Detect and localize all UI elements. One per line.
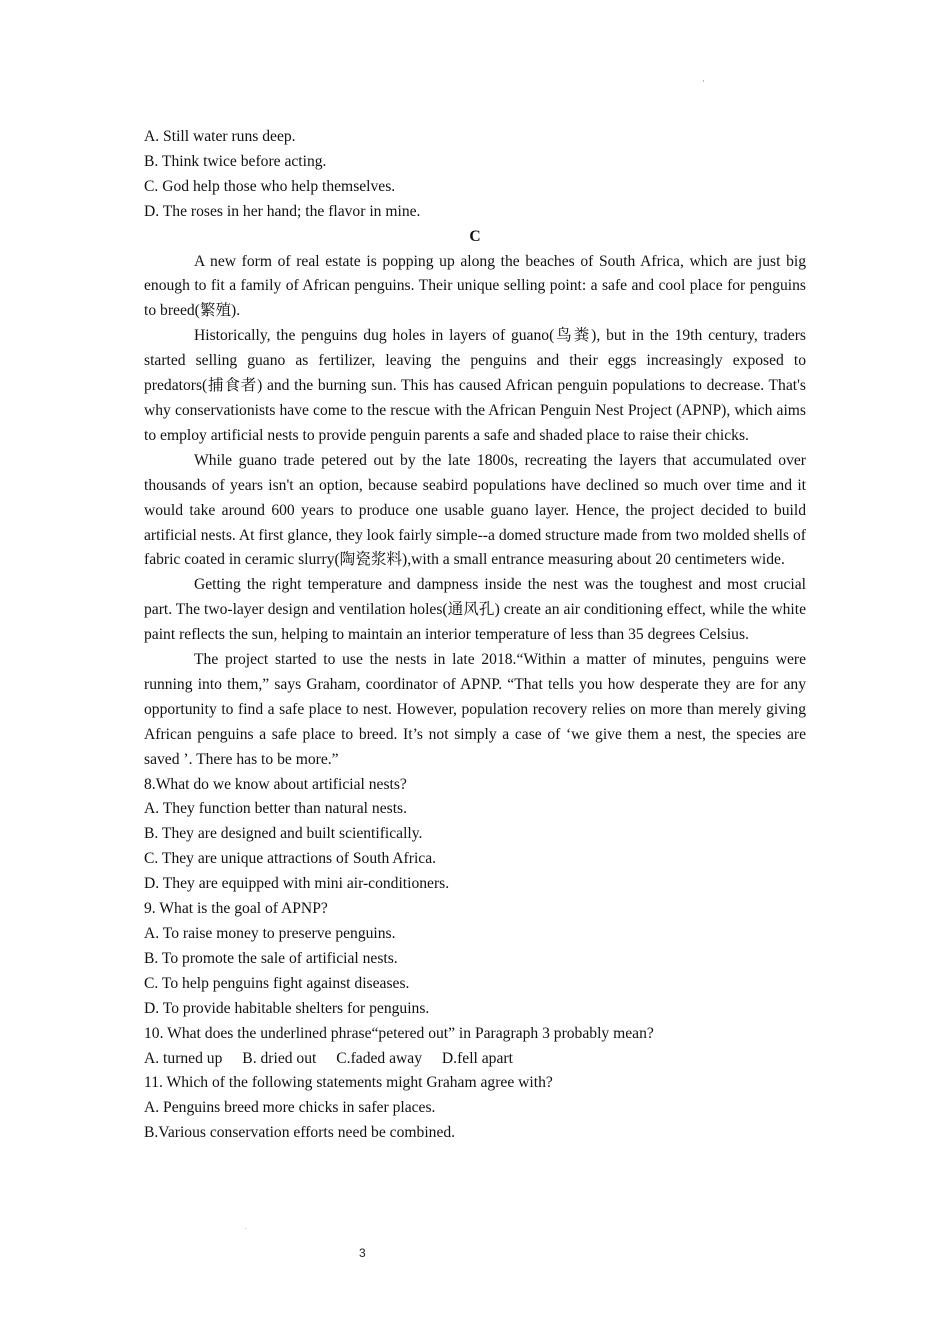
option-b: B.Various conservation efforts need be combined. (144, 1124, 456, 1142)
question-11 (144, 1071, 806, 1146)
option-c: C. To help penguins fight against diseases. (144, 974, 410, 992)
question-stem: 11. Which of the following statements might Graham agree with? (144, 1074, 553, 1092)
question-8 (144, 773, 806, 898)
options-row (144, 1047, 806, 1072)
prev-option-b: B. Think twice before acting. (144, 152, 327, 170)
prev-option-c: C. God help those who help themselves. (144, 177, 396, 195)
prev-option-d: D. The roses in her hand; the flavor in mine. (144, 202, 421, 220)
option-d: D. They are equipped with mini air-conditioners. (144, 875, 450, 893)
paragraph-1: A new form of real estate is popping up along the beaches of South Africa, which are just big enough to fit a family of African penguins. Their unique selling point: a safe and cool place for penguins to breed(繁殖). (144, 252, 806, 320)
paragraph-3: While guano trade petered out by the late 1800s, recreating the layers that accumulated over thousands of years isn't an option, because seabird populations have declined so much over time and it would take around 600 years to produce one usable guano layer. Hence, the project decided to build artificial nests. At first glance, they look fairly simple--a domed structure made from two molded shells of fabric coated in ceramic slurry(陶瓷浆料),with a small entrance measuring about 20 centimeters wide. (144, 451, 806, 569)
option-b: B. To promote the sale of artificial nests. (144, 949, 398, 967)
stray-mark (245, 1228, 246, 1229)
question-9 (144, 897, 806, 1022)
option-d: D. To provide habitable shelters for penguins. (144, 999, 430, 1017)
option-c: C.faded away (336, 1049, 423, 1067)
option-b: B. They are designed and built scientifically. (144, 825, 423, 843)
question-stem: 8.What do we know about artificial nests? (144, 775, 407, 793)
question-stem: 10. What does the underlined phrase“petered out” in Paragraph 3 probably mean? (144, 1024, 654, 1042)
paragraph-4: Getting the right temperature and dampness inside the nest was the toughest and most crucial part. The two-layer design and ventilation holes(通风孔) create an air conditioning effect, while the white paint reflects the sun, helping to maintain an interior temperature of less than 35 degrees Celsius. (144, 576, 806, 644)
question-stem: 9. What is the goal of APNP? (144, 900, 328, 918)
option-a: A. turned up (144, 1049, 223, 1067)
option-d: D.fell apart (441, 1049, 513, 1067)
option-a: A. To raise money to preserve penguins. (144, 925, 396, 942)
section-heading: C (469, 227, 481, 245)
paragraph-2: Historically, the penguins dug holes in layers of guano(鸟粪), but in the 19th century, traders started selling guano as fertilizer, leaving the penguins and their eggs increasingly exposed to predators(捕食者) and the burning sun. This has caused African penguin populations to decrease. That's why conservationists have come to the rescue with the African Penguin Nest Project (APNP), which aims to employ artificial nests to provide penguin parents a safe and shaded place to raise their chicks. (144, 327, 806, 444)
prev-option-a: A. Still water runs deep. (144, 128, 296, 145)
option-b: B. dried out (242, 1049, 317, 1067)
option-a: A. They function better than natural nests. (144, 800, 407, 818)
question-10 (144, 1022, 806, 1072)
page-number: 3 (359, 1246, 366, 1260)
stray-mark (703, 80, 704, 82)
option-a: A. Penguins breed more chicks in safer places. (144, 1099, 436, 1117)
document-page (144, 125, 806, 1146)
option-c: C. They are unique attractions of South Africa. (144, 850, 437, 868)
paragraph-5: The project started to use the nests in late 2018.“Within a matter of minutes, penguins were running into them,” says Graham, coordinator of APNP. “That tells you how desperate they are for any opportunity to find a safe place to nest. However, population recovery relies on more than merely giving African penguins a safe place to breed. It’s not simply a case of ‘we give them a nest, the species are saved ’. There has to be more.” (144, 651, 806, 768)
